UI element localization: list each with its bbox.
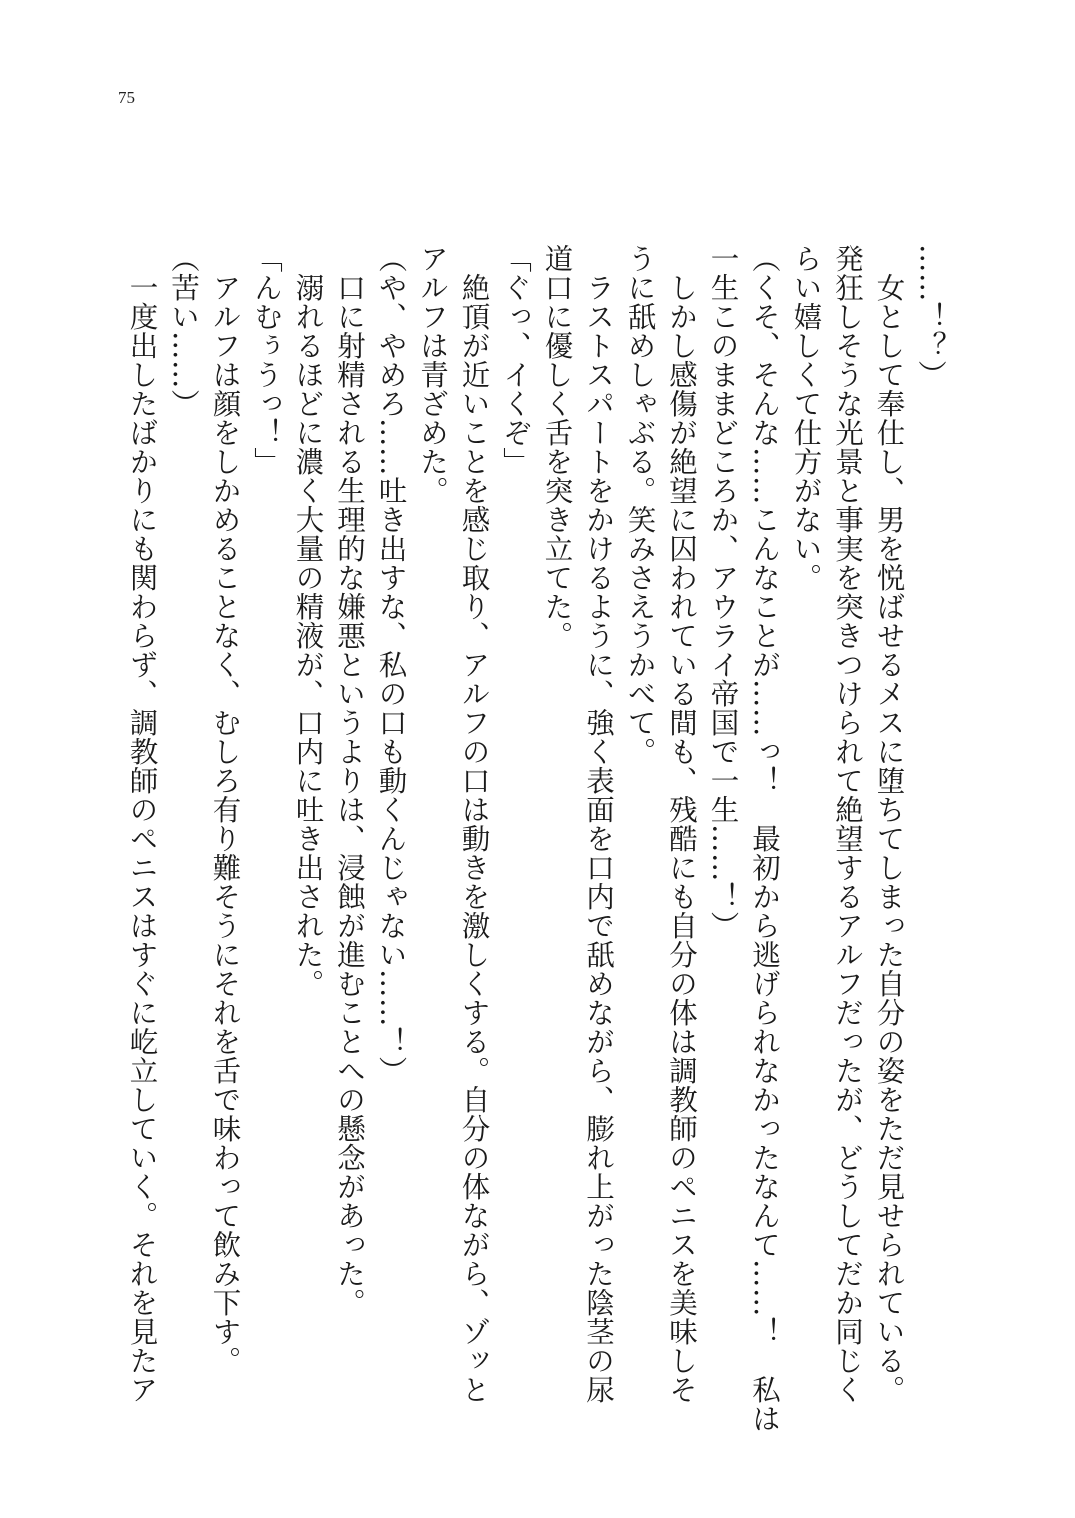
text-line: 発狂しそうな光景と事実を突きつけられて絶望するアルフだったが、どうしてだか同じく [831, 244, 864, 1404]
body-text [121, 244, 951, 1433]
text-line: ……！？） [914, 244, 947, 389]
text-line: 「ぐっ、イくぞ」 [499, 244, 532, 476]
text-line: 一度出したばかりにも関わらず、調教師のペニスはすぐに屹立していく。それを見たア [125, 244, 159, 1404]
text-line: （くそ、そんな……こんなことが……っ！ 最初から逃げられなかったなんて……！ 私は [748, 244, 781, 1433]
page-number: 75 [118, 88, 135, 107]
text-line: 一生このままどころか、アウライ帝国で一生……！） [706, 244, 740, 940]
text-line: 口に射精される生理的な嫌悪というよりは、浸蝕が進むことへの懸念があった。 [333, 244, 366, 1317]
text-line: しかし感傷が絶望に囚われている間も、残酷にも自分の体は調教師のペニスを美味しそ [665, 244, 698, 1404]
text-line: （苦い……） [167, 244, 200, 418]
text-line: 絶頂が近いことを感じ取り、アルフの口は動きを激しくする。自分の体ながら、ゾッと [457, 244, 491, 1404]
text-line: 道口に優しく舌を突き立てた。 [540, 244, 574, 650]
text-line: ラストスパートをかけるように、強く表面を口内で舐めながら、膨れ上がった陰茎の尿 [582, 244, 615, 1404]
text-line: 女として奉仕し、男を悦ばせるメスに堕ちてしまった自分の姿をただ見せられている。 [872, 244, 906, 1404]
text-line: アルフは青ざめた。 [416, 244, 449, 505]
text-line: らい嬉しくて仕方がない。 [789, 244, 823, 592]
text-line: アルフは顔をしかめることなく、むしろ有り難そうにそれを舌で味わって飲み下す。 [208, 244, 242, 1375]
text-line: 「んむぅうっ！」 [250, 244, 283, 476]
text-line: （や、やめろ……吐き出すな、私の口も動くんじゃない……！） [374, 244, 408, 1085]
text-line: 溺れるほどに濃く大量の精液が、口内に吐き出された。 [291, 244, 325, 998]
text-line: うに舐めしゃぶる。笑みさえうかべて。 [623, 244, 657, 766]
